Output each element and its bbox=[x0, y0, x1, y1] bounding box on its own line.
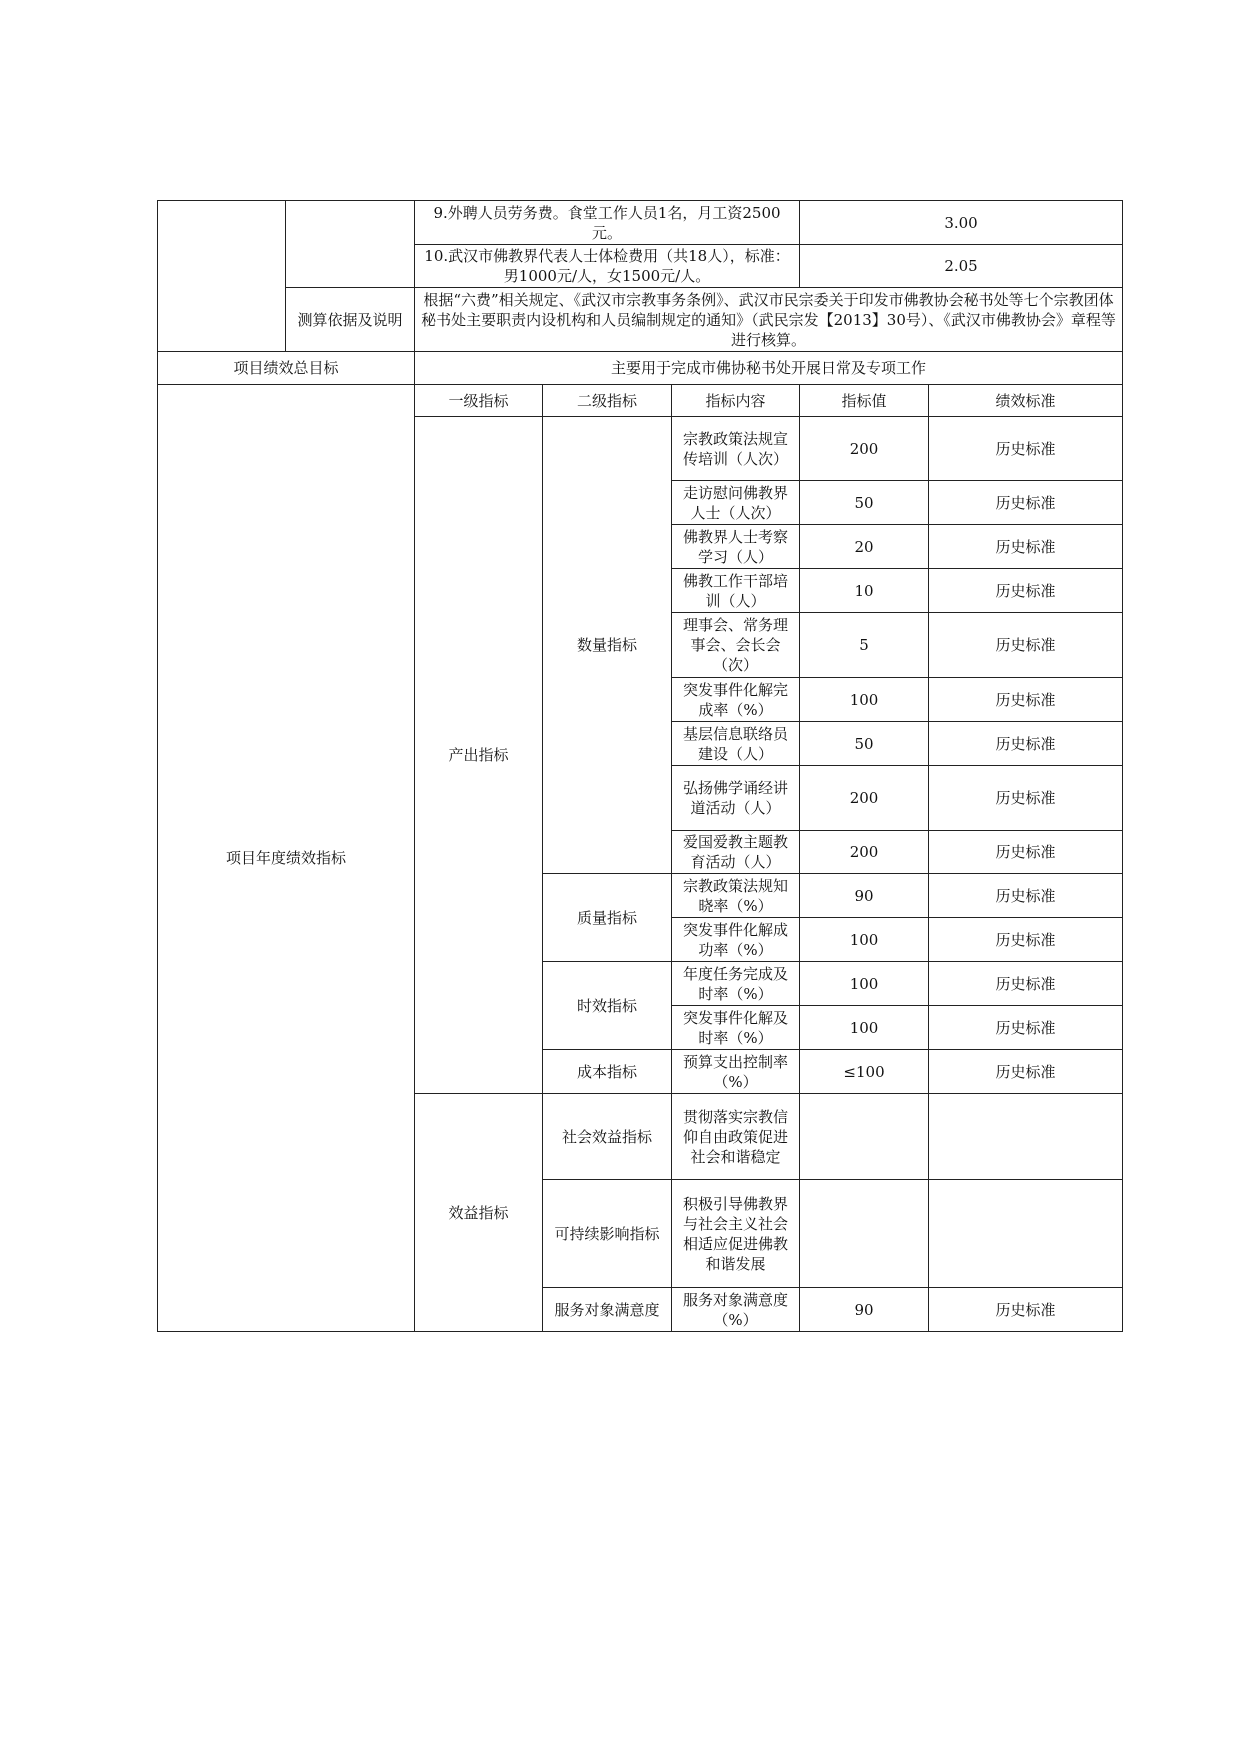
budget-item-text: 9.外聘人员劳务费。食堂工作人员1名，月工资2500元。 bbox=[415, 201, 800, 245]
indicator-content: 积极引导佛教界与社会主义社会相适应促进佛教和谐发展 bbox=[672, 1180, 800, 1288]
header-level1: 一级指标 bbox=[415, 385, 543, 417]
indicator-value: 200 bbox=[800, 417, 929, 481]
indicator-value: 90 bbox=[800, 874, 929, 918]
blank-cell bbox=[286, 201, 415, 288]
blank-cell bbox=[158, 201, 286, 352]
indicator-value bbox=[800, 1094, 929, 1180]
indicator-value: 200 bbox=[800, 831, 929, 874]
indicator-standard: 历史标准 bbox=[929, 1050, 1123, 1094]
indicator-value: 10 bbox=[800, 569, 929, 613]
indicator-content: 基层信息联络员建设（人） bbox=[672, 722, 800, 766]
performance-table bbox=[157, 200, 1123, 1332]
indicator-content: 宗教政策法规宣传培训（人次） bbox=[672, 417, 800, 481]
indicator-content: 服务对象满意度（%） bbox=[672, 1288, 800, 1332]
header-value: 指标值 bbox=[800, 385, 929, 417]
indicator-value: 50 bbox=[800, 481, 929, 525]
overall-goal-label: 项目绩效总目标 bbox=[158, 352, 415, 385]
header-level2: 二级指标 bbox=[543, 385, 672, 417]
overall-goal-text: 主要用于完成市佛协秘书处开展日常及专项工作 bbox=[415, 352, 1123, 385]
satisfaction-indicator-label: 服务对象满意度 bbox=[543, 1288, 672, 1332]
indicator-value: 100 bbox=[800, 678, 929, 722]
indicator-value: 5 bbox=[800, 613, 929, 678]
indicator-value: 20 bbox=[800, 525, 929, 569]
time-indicator-label: 时效指标 bbox=[543, 962, 672, 1050]
budget-item-amount: 2.05 bbox=[800, 245, 1123, 288]
indicator-content: 贯彻落实宗教信仰自由政策促进社会和谐稳定 bbox=[672, 1094, 800, 1180]
indicator-standard: 历史标准 bbox=[929, 1288, 1123, 1332]
header-content: 指标内容 bbox=[672, 385, 800, 417]
basis-label: 测算依据及说明 bbox=[286, 288, 415, 352]
indicator-standard: 历史标准 bbox=[929, 481, 1123, 525]
basis-text: 根据“六费”相关规定、《武汉市宗教事务条例》、武汉市民宗委关于印发市佛教协会秘书处等七个宗教团体秘书处主要职责内设机构和人员编制规定的通知》（武民宗发【2013】30号）、《武汉市佛教协会》章程等进行核算。 bbox=[415, 288, 1123, 352]
indicator-standard: 历史标准 bbox=[929, 722, 1123, 766]
indicator-content: 佛教工作干部培训（人） bbox=[672, 569, 800, 613]
indicator-standard: 历史标准 bbox=[929, 678, 1123, 722]
indicator-standard: 历史标准 bbox=[929, 1006, 1123, 1050]
budget-row bbox=[158, 201, 1123, 245]
quantity-indicator-label: 数量指标 bbox=[543, 417, 672, 874]
indicator-content: 爱国爱教主题教育活动（人） bbox=[672, 831, 800, 874]
indicator-standard: 历史标准 bbox=[929, 525, 1123, 569]
indicator-standard bbox=[929, 1180, 1123, 1288]
indicator-value: 100 bbox=[800, 1006, 929, 1050]
indicator-standard: 历史标准 bbox=[929, 831, 1123, 874]
indicator-content: 走访慰问佛教界人士（人次） bbox=[672, 481, 800, 525]
indicator-value: 50 bbox=[800, 722, 929, 766]
indicator-standard: 历史标准 bbox=[929, 417, 1123, 481]
sustain-indicator-label: 可持续影响指标 bbox=[543, 1180, 672, 1288]
indicator-content: 突发事件化解完成率（%） bbox=[672, 678, 800, 722]
indicator-content: 突发事件化解及时率（%） bbox=[672, 1006, 800, 1050]
indicator-value: 90 bbox=[800, 1288, 929, 1332]
indicator-content: 预算支出控制率（%） bbox=[672, 1050, 800, 1094]
indicator-value: 100 bbox=[800, 918, 929, 962]
indicator-content: 理事会、常务理事会、会长会 （次） bbox=[672, 613, 800, 678]
output-indicator-label: 产出指标 bbox=[415, 417, 543, 1094]
basis-row bbox=[158, 288, 1123, 352]
annual-indicators-label: 项目年度绩效指标 bbox=[158, 385, 415, 1332]
cost-indicator-label: 成本指标 bbox=[543, 1050, 672, 1094]
indicator-content: 年度任务完成及时率（%） bbox=[672, 962, 800, 1006]
social-indicator-label: 社会效益指标 bbox=[543, 1094, 672, 1180]
indicator-value: 100 bbox=[800, 962, 929, 1006]
indicator-standard: 历史标准 bbox=[929, 569, 1123, 613]
indicator-value: 200 bbox=[800, 766, 929, 831]
header-standard: 绩效标准 bbox=[929, 385, 1123, 417]
indicator-standard: 历史标准 bbox=[929, 766, 1123, 831]
indicator-content: 宗教政策法规知晓率（%） bbox=[672, 874, 800, 918]
indicator-standard: 历史标准 bbox=[929, 918, 1123, 962]
indicator-header-row bbox=[158, 385, 1123, 417]
indicator-content: 突发事件化解成功率（%） bbox=[672, 918, 800, 962]
indicator-value: ≤100 bbox=[800, 1050, 929, 1094]
budget-item-amount: 3.00 bbox=[800, 201, 1123, 245]
indicator-value bbox=[800, 1180, 929, 1288]
indicator-content: 弘扬佛学诵经讲道活动（人） bbox=[672, 766, 800, 831]
indicator-standard bbox=[929, 1094, 1123, 1180]
quality-indicator-label: 质量指标 bbox=[543, 874, 672, 962]
indicator-content: 佛教界人士考察学习（人） bbox=[672, 525, 800, 569]
benefit-indicator-label: 效益指标 bbox=[415, 1094, 543, 1332]
budget-item-text: 10.武汉市佛教界代表人士体检费用（共18人），标准：男1000元/人，女1500元/人。 bbox=[415, 245, 800, 288]
overall-goal-row bbox=[158, 352, 1123, 385]
indicator-standard: 历史标准 bbox=[929, 962, 1123, 1006]
indicator-standard: 历史标准 bbox=[929, 874, 1123, 918]
indicator-standard: 历史标准 bbox=[929, 613, 1123, 678]
